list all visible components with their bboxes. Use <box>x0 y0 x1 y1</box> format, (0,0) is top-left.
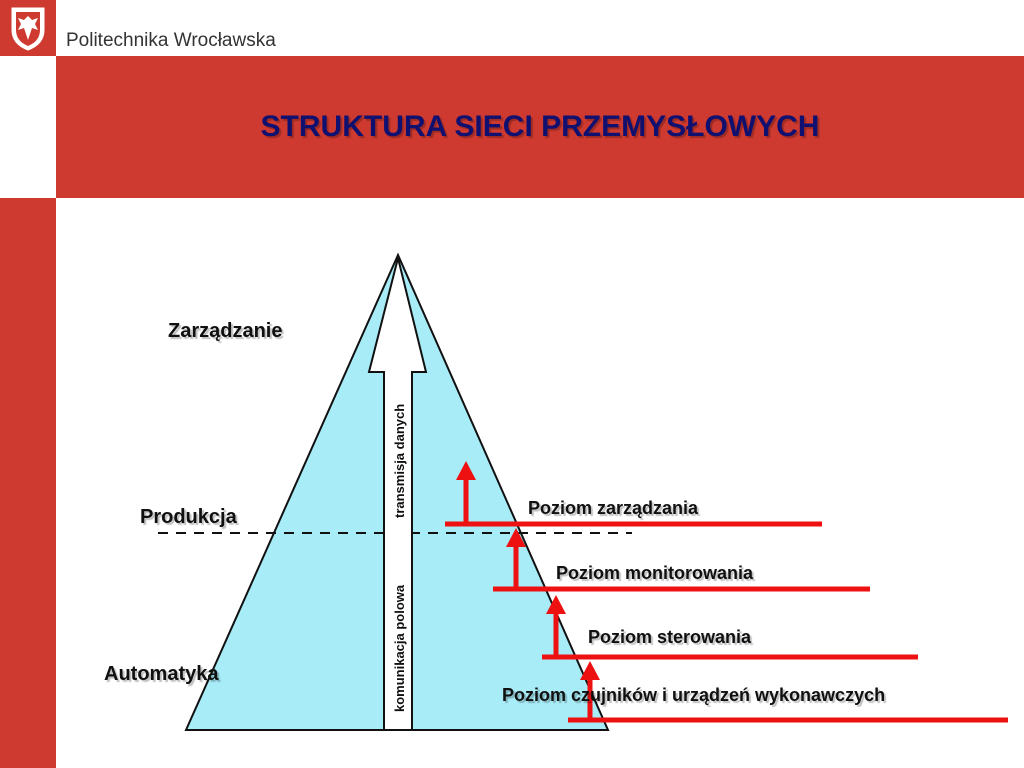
level-label-sensors: Poziom czujników i urządzeń wykonawczych <box>502 685 886 705</box>
label-automatyka: Automatyka <box>104 663 219 685</box>
label-zarzadzanie: Zarządzanie <box>168 320 283 342</box>
level-label-monitoring: Poziom monitorowania <box>556 563 754 583</box>
label-produkcja: Produkcja <box>140 506 237 528</box>
level-label-management: Poziom zarządzania <box>528 498 699 518</box>
arrow-label-lower: komunikacja polowa <box>392 584 407 712</box>
university-name: Politechnika Wrocławska <box>66 30 276 51</box>
arrow-label-gap <box>385 518 411 546</box>
arrow-label-upper: transmisja danych <box>392 403 407 518</box>
slide-title: STRUKTURA SIECI PRZEMYSŁOWYCH <box>260 110 820 143</box>
level-label-control: Poziom sterowania <box>588 627 752 647</box>
